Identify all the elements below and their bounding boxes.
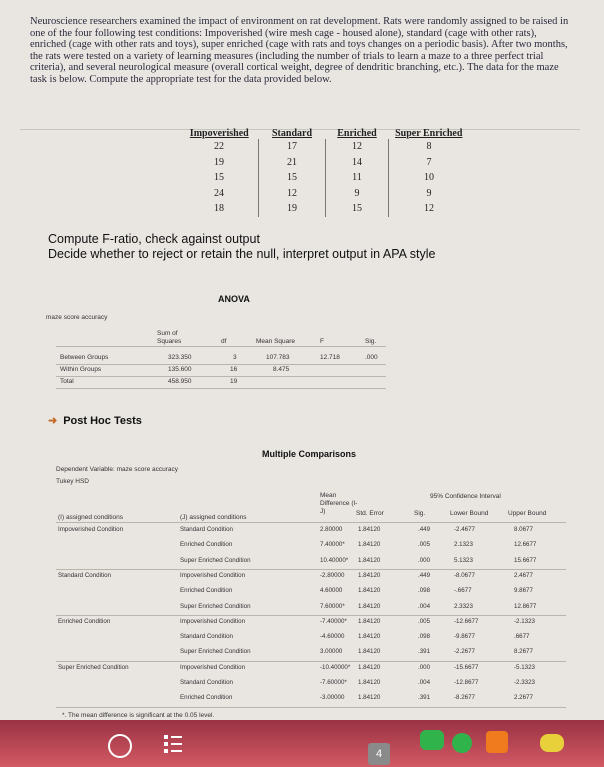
raw-header-enriched: Enriched	[337, 128, 377, 139]
cell: 15	[214, 172, 224, 184]
anova-header-sig: Sig.	[365, 338, 377, 345]
raw-header-standard: Standard	[271, 128, 312, 139]
mc-cell-sig: .098	[418, 587, 431, 595]
mc-cell-lower: -9.8677	[454, 633, 475, 641]
home-icon[interactable]	[108, 734, 132, 758]
raw-header-impoverished: Impoverished	[189, 128, 249, 139]
mc-cell-j: Enriched Condition	[180, 541, 233, 549]
mc-cell-sig: .004	[418, 679, 431, 686]
cell: 19	[214, 156, 224, 168]
mc-cell-diff: 4.60000	[320, 587, 343, 595]
mc-cell-sig: .000	[418, 663, 431, 671]
mc-cell-upper: 2.2677	[514, 694, 533, 702]
mc-cell-upper: 9.8677	[514, 587, 533, 595]
mc-header-lower: Lower Bound	[450, 510, 489, 517]
mc-cell-i: Standard Condition	[58, 571, 111, 579]
mc-cell-se: 1.84120	[358, 571, 381, 579]
anova-rule	[56, 346, 386, 347]
mc-cell-diff: 10.40000*	[320, 556, 349, 564]
table-row	[180, 139, 469, 155]
table-row	[56, 616, 566, 629]
mc-cell-upper: 2.4677	[514, 571, 533, 579]
apps-grid-icon[interactable]	[164, 734, 182, 756]
mc-cell-sig: .000	[418, 556, 431, 564]
mc-cell-diff: -3.00000	[320, 694, 345, 702]
mc-cell-diff: -7.60000*	[320, 679, 347, 686]
arrow-right-icon: ➜	[48, 415, 58, 427]
mc-header-j: (J) assigned conditions	[180, 514, 247, 521]
mc-cell-upper: 12.6677	[514, 541, 537, 549]
mc-cell-lower: -2.4677	[454, 526, 475, 533]
mc-cell-sig: .004	[418, 602, 431, 610]
cell: 10	[389, 170, 470, 186]
cell: 9	[326, 186, 389, 202]
anova-cell: 323.350	[168, 354, 192, 361]
mc-cell-j: Enriched Condition	[180, 587, 233, 595]
mc-cell-upper: -5.1323	[514, 663, 535, 671]
anova-row-rule	[56, 376, 386, 377]
line-app-icon[interactable]	[420, 730, 444, 750]
mc-cell-upper: .6677	[514, 633, 530, 641]
anova-cell: 458.950	[168, 378, 192, 385]
anova-cell: 3	[233, 354, 237, 361]
cell: 8	[389, 139, 470, 155]
mc-cell-diff: 3.00000	[320, 648, 343, 656]
task-line-2: Decide whether to reject or retain the null, interpret output in APA style	[48, 247, 436, 261]
mc-cell-upper: 8.0677	[514, 526, 533, 533]
mc-header-sig: Sig.	[414, 510, 426, 517]
mc-rule	[56, 522, 566, 523]
mc-cell-se: 1.84120	[358, 663, 381, 671]
mc-cell-sig: .005	[418, 541, 431, 549]
table-row	[56, 692, 566, 705]
cell: 21	[259, 155, 326, 171]
table-row	[56, 677, 566, 690]
table-row	[56, 585, 566, 598]
anova-variable: maze score accuracy	[46, 314, 108, 321]
mc-cell-lower: -.6677	[454, 587, 472, 595]
anova-cell: .000	[365, 354, 378, 361]
cell: 17	[259, 139, 326, 155]
table-row	[180, 155, 469, 171]
mc-cell-sig: .005	[418, 617, 431, 625]
mc-cell-sig: .449	[418, 571, 431, 579]
mc-cell-sig: .098	[418, 633, 431, 641]
problem-statement: Neuroscience researchers examined the impact of environment on rat development. Rats were randomly assigned to be raised in one of the four following test conditions: Impoverished (wire mesh cage - housed alone), standard (cage with other rats), enriched (cage with other rats and toys), super enriched (cage with rats and toys changes on a periodic basis). After two months, the rats were tested on a variety of learning measures (including the number of trials to learn a maze to a three perfect trial criteria), and several neurological measure (overall cortical weight, degree of dendritic branching, etc.). The data for the maze task is below. Compute the appropriate test for the data provided below.	[30, 16, 569, 85]
mc-cell-lower: 5.1323	[454, 556, 473, 564]
cell: 12	[259, 186, 326, 202]
mc-cell-j: Super Enriched Condition	[180, 648, 251, 656]
cell: 19	[259, 201, 326, 217]
raw-data-header-row	[180, 128, 469, 139]
cell: 22	[214, 141, 224, 153]
video-app-icon[interactable]	[486, 731, 508, 753]
mc-cell-diff: 7.40000*	[320, 541, 345, 549]
mc-cell-diff: -7.40000*	[320, 617, 347, 625]
table-row	[180, 170, 469, 186]
mc-cell-diff: -10.40000*	[320, 663, 351, 671]
mc-cell-se: 1.84120	[358, 633, 381, 641]
yellow-app-icon[interactable]	[540, 734, 564, 752]
post-hoc-heading[interactable]	[48, 414, 142, 427]
mc-cell-i: Super Enriched Condition	[58, 663, 129, 671]
anova-cell: 16	[230, 366, 238, 373]
multiple-comparisons-title: Multiple Comparisons	[262, 449, 357, 459]
anova-row-label: Total	[60, 378, 74, 385]
mc-cell-se: 1.84120	[358, 556, 381, 564]
task-instructions	[48, 232, 435, 262]
cell: 24	[214, 187, 224, 199]
mc-header-diff: Mean Difference (I-J)	[320, 492, 358, 515]
table-row	[56, 662, 566, 675]
cell: 12	[326, 139, 389, 155]
table-row	[56, 601, 566, 614]
anova-header-f: F	[320, 338, 324, 345]
mc-cell-lower: -8.0677	[454, 571, 475, 579]
raw-data-table	[180, 128, 469, 217]
post-hoc-title: Post Hoc Tests	[63, 415, 142, 427]
mc-cell-upper: -2.3323	[514, 679, 535, 686]
anova-title: ANOVA	[218, 294, 250, 304]
mc-cell-upper: 8.2677	[514, 648, 533, 656]
cell: 15	[326, 201, 389, 217]
cell: 14	[326, 155, 389, 171]
anova-row-label: Within Groups	[60, 366, 102, 373]
mc-cell-sig: .449	[418, 526, 431, 533]
cell: 7	[389, 155, 470, 171]
cell: 15	[259, 170, 326, 186]
anova-header-df: df	[221, 338, 227, 345]
anova-cell: 8.475	[273, 366, 290, 373]
anova-row-label: Between Groups	[60, 354, 109, 361]
table-row	[180, 201, 469, 217]
mc-cell-se: 1.84120	[358, 694, 381, 702]
footnote: *. The mean difference is significant at the 0.05 level.	[62, 712, 215, 719]
mc-cell-lower: -12.6677	[454, 617, 479, 625]
anova-cell: 12.718	[320, 354, 340, 361]
anova-header-ss: Sum of Squares	[157, 330, 182, 345]
mc-cell-j: Enriched Condition	[180, 694, 233, 702]
dependent-variable-label: Dependent Variable: maze score accuracy	[56, 466, 178, 473]
table-row	[56, 646, 566, 659]
mc-cell-lower: 2.3323	[454, 602, 473, 610]
raw-header-super-enriched: Super Enriched	[395, 128, 463, 139]
mc-cell-lower: 2.1323	[454, 541, 473, 549]
anova-header-ms: Mean Square	[256, 338, 296, 345]
mc-cell-sig: .391	[418, 648, 431, 656]
mc-cell-diff: 2.80000	[320, 526, 343, 533]
table-row	[56, 539, 566, 552]
mc-cell-se: 1.84120	[358, 602, 381, 610]
mc-cell-j: Super Enriched Condition	[180, 556, 251, 564]
cell: 18	[214, 203, 224, 215]
group-rule	[56, 707, 566, 708]
cell: 11	[326, 170, 389, 186]
mc-cell-se: 1.84120	[358, 679, 381, 686]
notification-badge[interactable]: 4	[368, 743, 390, 765]
mc-cell-sig: .391	[418, 694, 431, 702]
table-row	[56, 631, 566, 644]
mc-cell-j: Super Enriched Condition	[180, 602, 251, 610]
mc-cell-j: Impoverished Condition	[180, 617, 246, 625]
mc-cell-j: Impoverished Condition	[180, 663, 246, 671]
anova-row-rule	[56, 388, 386, 389]
table-row	[56, 555, 566, 568]
anova-row-rule	[56, 364, 386, 365]
mc-cell-diff: -4.60000	[320, 633, 345, 641]
mc-header-se: Std. Error	[356, 510, 384, 517]
anova-cell: 107.783	[266, 354, 290, 361]
chat-app-icon[interactable]	[452, 733, 472, 753]
task-line-1: Compute F-ratio, check against output	[48, 232, 260, 246]
mc-cell-se: 1.84120	[358, 648, 381, 656]
mc-cell-diff: -2.80000	[320, 571, 345, 579]
mc-header-i: (I) assigned conditions	[58, 514, 124, 521]
taskbar	[0, 720, 604, 767]
mc-cell-i: Enriched Condition	[58, 617, 111, 625]
table-row	[180, 186, 469, 202]
mc-cell-lower: -2.2677	[454, 648, 475, 656]
mc-cell-upper: 15.6677	[514, 556, 537, 564]
anova-cell: 19	[230, 378, 238, 385]
mc-cell-se: 1.84120	[358, 526, 381, 533]
mc-cell-j: Standard Condition	[180, 633, 233, 641]
mc-cell-diff: 7.60000*	[320, 602, 345, 610]
mc-header-upper: Upper Bound	[508, 510, 547, 517]
mc-cell-lower: -8.2677	[454, 694, 475, 702]
cell: 9	[389, 186, 470, 202]
table-row	[56, 524, 566, 537]
mc-cell-lower: -15.6677	[454, 663, 479, 671]
cell: 12	[389, 201, 470, 217]
mc-cell-upper: -2.1323	[514, 617, 535, 625]
mc-cell-i: Impoverished Condition	[58, 526, 124, 533]
mc-cell-j: Impoverished Condition	[180, 571, 246, 579]
table-row	[56, 570, 566, 583]
mc-cell-se: 1.84120	[358, 617, 381, 625]
method-label: Tukey HSD	[56, 478, 89, 485]
mc-cell-j: Standard Condition	[180, 679, 233, 686]
mc-cell-se: 1.84120	[358, 587, 381, 595]
mc-cell-se: 1.84120	[358, 541, 381, 549]
ci-header: 95% Confidence Interval	[430, 493, 501, 500]
anova-cell: 135.600	[168, 366, 192, 373]
mc-cell-lower: -12.8677	[454, 679, 479, 686]
mc-cell-upper: 12.8677	[514, 602, 537, 610]
mc-cell-j: Standard Condition	[180, 526, 233, 533]
